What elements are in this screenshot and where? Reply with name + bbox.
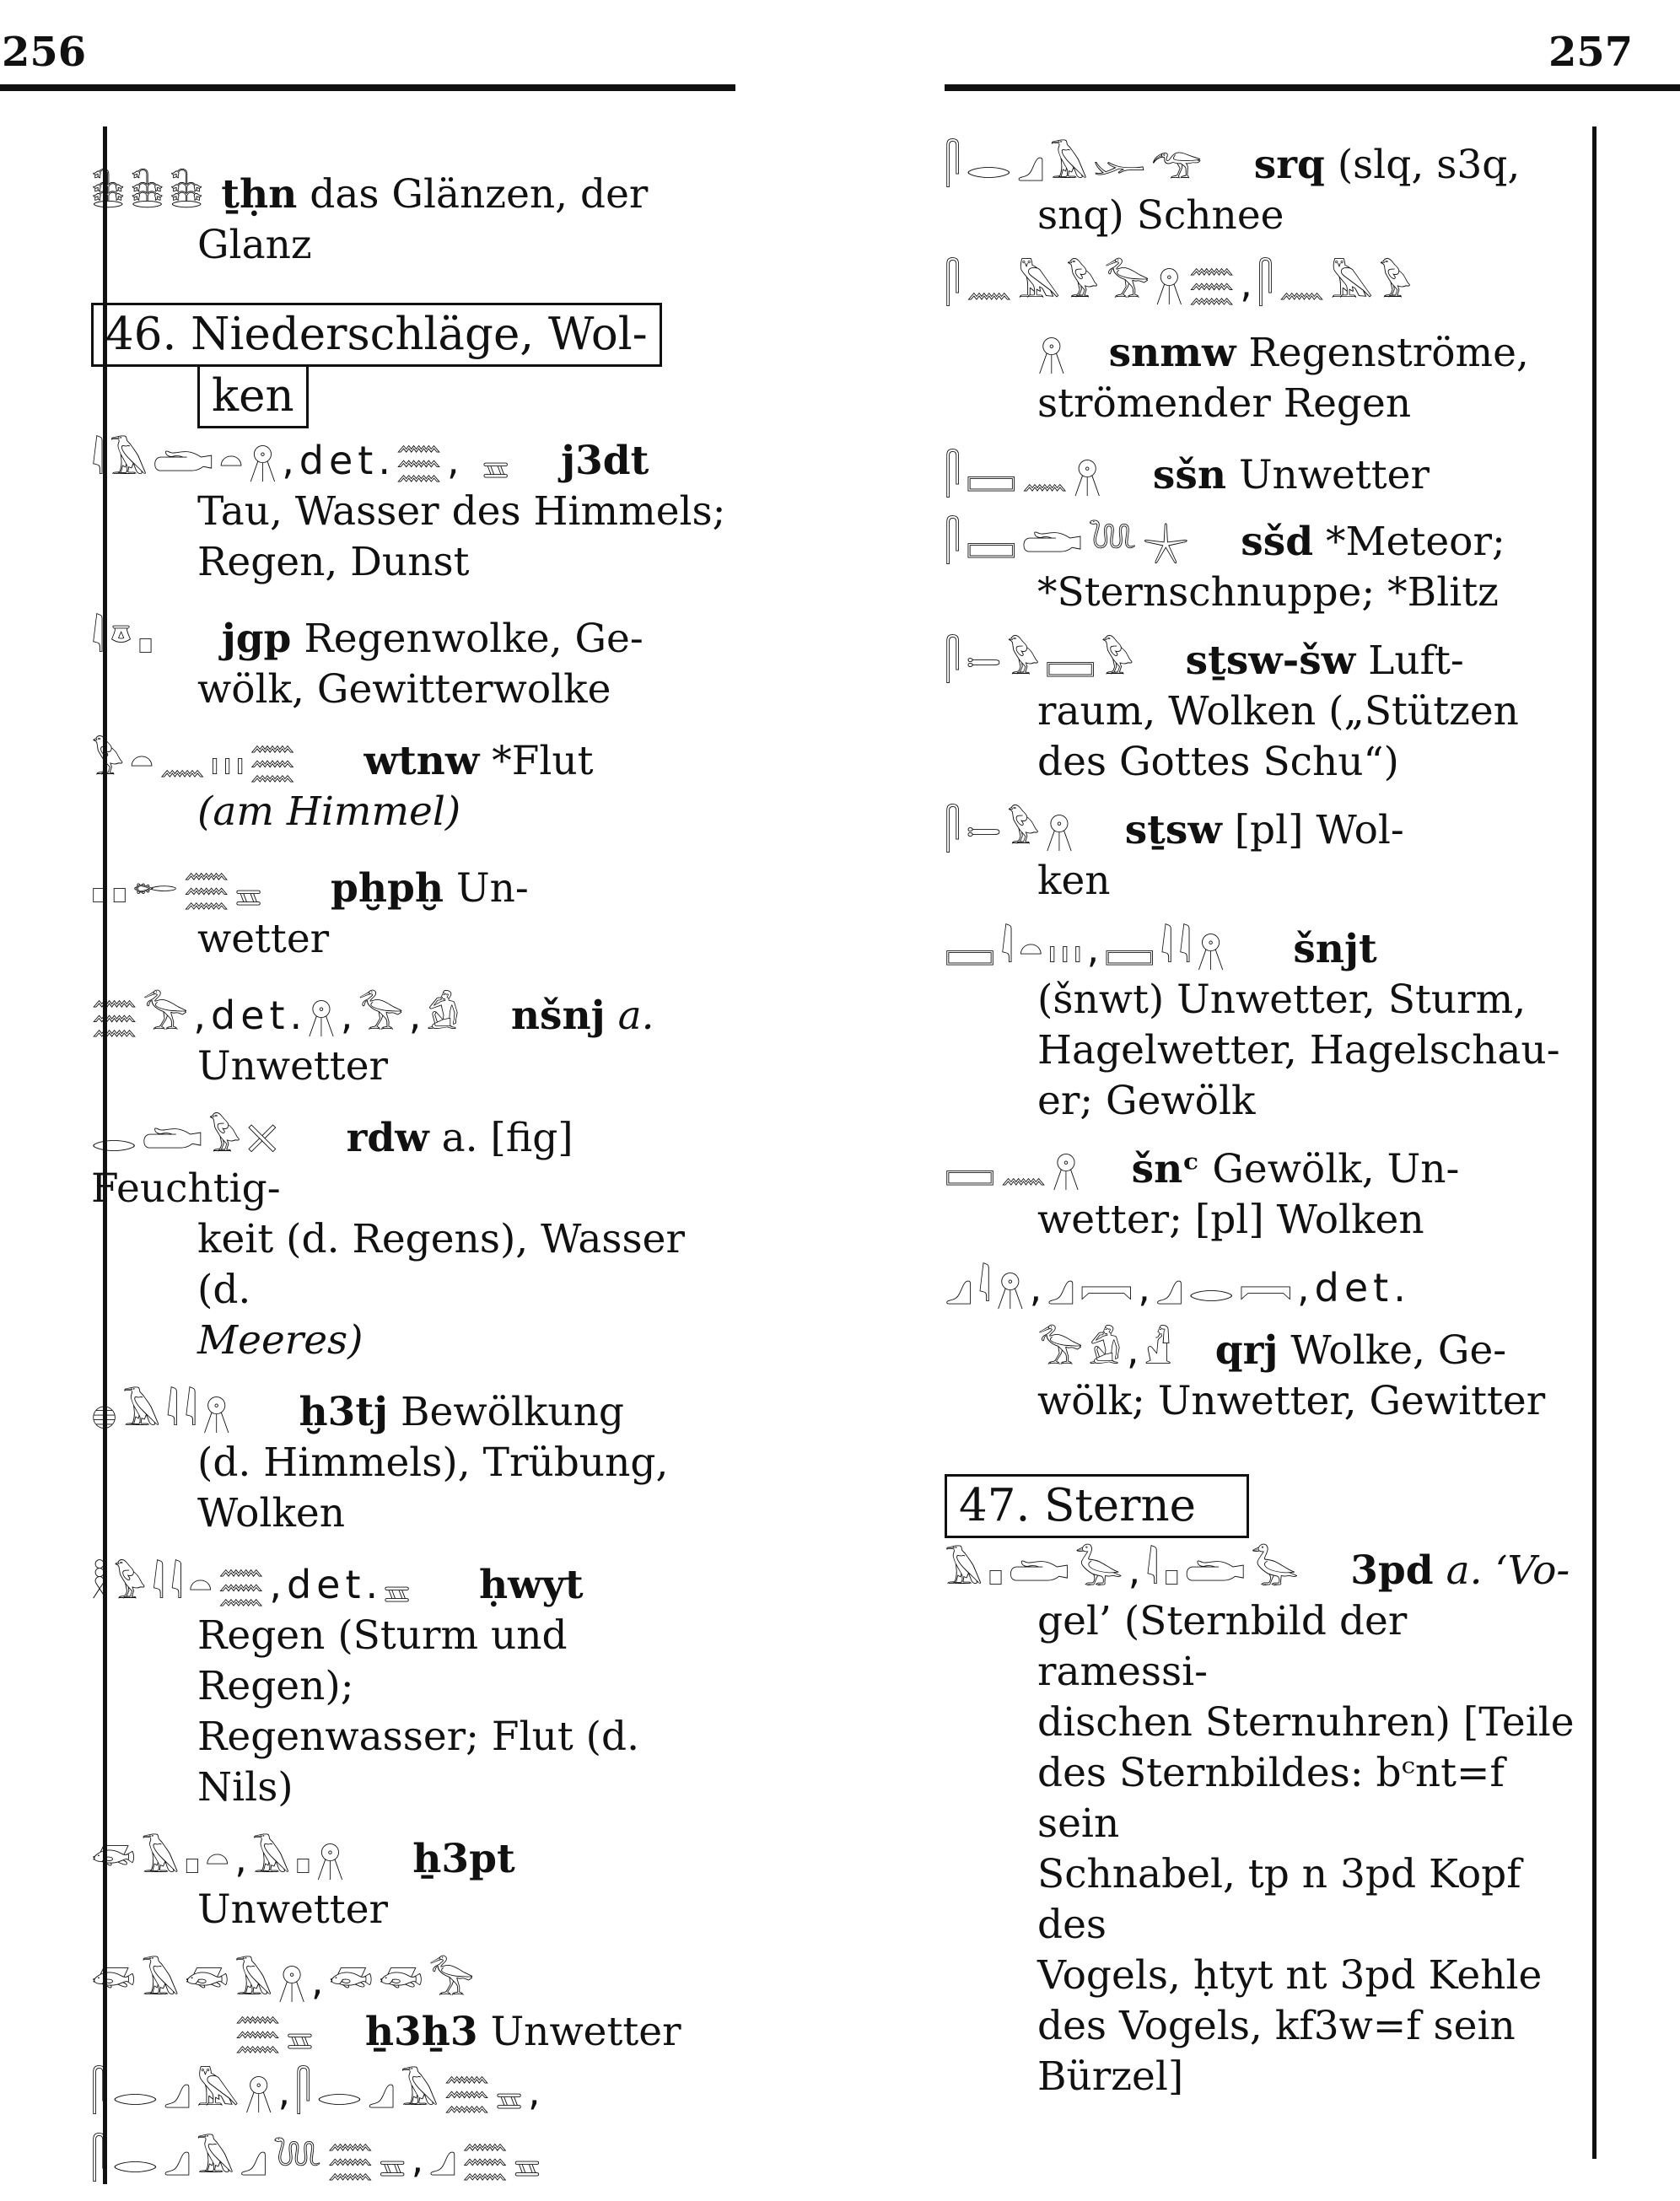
gloss-line: Unwetter bbox=[197, 1043, 388, 1090]
lemma: ẖ3ẖ3 bbox=[364, 2009, 478, 2055]
lemma: 3pd bbox=[1350, 1547, 1434, 1594]
entry-wtnw bbox=[91, 735, 732, 837]
entry-snc bbox=[945, 1144, 1586, 1246]
hieroglyph-group: 𓅡𓀁,𓀭 bbox=[1037, 1327, 1177, 1373]
hieroglyph-group: 𓋴𓍿𓅱𓈙𓅱 bbox=[945, 638, 1139, 683]
gloss-line: ken bbox=[1037, 858, 1111, 904]
hieroglyph-group: 𓋴𓈙𓂧𓆙𓇼 bbox=[945, 519, 1195, 564]
lemma: šnᶜ bbox=[1131, 1146, 1200, 1192]
gloss: Regenwolke, Ge- bbox=[304, 616, 643, 662]
entry-srq bbox=[945, 139, 1586, 241]
gloss-line: strömender Regen bbox=[1037, 380, 1412, 427]
gloss-line: Unwetter bbox=[197, 1886, 388, 1933]
section-title-46-cont: ken bbox=[197, 364, 309, 428]
gloss-line: Bürzel] bbox=[1037, 2053, 1184, 2100]
left-column bbox=[91, 169, 732, 2184]
lemma: ḫ3tj bbox=[299, 1389, 389, 1435]
entry-3pd bbox=[945, 1545, 1586, 2102]
hieroglyph-group: 𓈎𓇋𓇶,𓈎𓇯,𓈎𓂋𓇯,det. bbox=[945, 1265, 1411, 1310]
entry-snjt bbox=[945, 923, 1586, 1127]
hieroglyph-group: 𓋴𓈖𓅓𓅱𓅡𓇶𓈗,𓋴𓈖𓅓𓅱 bbox=[945, 261, 1418, 306]
lemma: rdw bbox=[346, 1115, 429, 1161]
page-number-left: 256 bbox=[2, 29, 87, 76]
lemma: wtnw bbox=[363, 738, 480, 784]
entry-jgp bbox=[91, 613, 732, 715]
lemma: sṯsw-šw bbox=[1185, 638, 1356, 684]
header-rule-left bbox=[0, 84, 735, 91]
hieroglyph-group: 𓇋𓄿𓂧𓏏𓇶,det.𓈗, 𓈇 bbox=[91, 438, 515, 483]
gloss: a. [fig] Feuchtig- bbox=[91, 1115, 573, 1212]
gloss-line: des Vogels, kf3w=f sein bbox=[1037, 2003, 1516, 2049]
hieroglyph-group: 𓋴𓂋𓈎𓄿𓈎𓆙𓈗𓈇,𓈎𓈗𓈇 bbox=[91, 2136, 547, 2182]
gloss: Regenströme, bbox=[1236, 330, 1529, 376]
section-heading-46 bbox=[91, 303, 732, 428]
entry-ssn bbox=[945, 449, 1586, 501]
entry-h3h3 bbox=[91, 1956, 732, 2058]
lemma: qrj bbox=[1214, 1327, 1279, 1374]
gloss: Gewölk, Un- bbox=[1199, 1146, 1460, 1192]
gloss-line: (am Himmel) bbox=[197, 788, 461, 835]
lemma: sṯsw bbox=[1124, 807, 1222, 853]
gloss-line: er; Gewölk bbox=[1037, 1078, 1256, 1124]
gloss-line: snq) Schnee bbox=[1037, 192, 1284, 239]
entry-j3dt bbox=[91, 435, 732, 588]
gloss-line: raum, Wolken („Stützen bbox=[1037, 688, 1519, 735]
hieroglyph-group: 𓈗𓅡,det.𓇶,𓅡,𓀁 bbox=[91, 993, 465, 1038]
lemma: sšn bbox=[1152, 452, 1226, 498]
lemma: ṯḥn bbox=[221, 171, 298, 218]
entry-h3pt bbox=[91, 1833, 732, 1935]
gloss: a. bbox=[617, 993, 654, 1039]
gloss-line: wetter; [pl] Wolken bbox=[1037, 1197, 1424, 1243]
gloss-line: wetter bbox=[197, 916, 330, 962]
section-heading-47 bbox=[945, 1474, 1586, 1538]
gloss-line: des Sternbildes: bᶜnt=f sein bbox=[1037, 1750, 1505, 1847]
lemma: j3dt bbox=[561, 438, 649, 484]
gloss-line: Regen (Sturm und Regen); bbox=[197, 1612, 568, 1709]
gloss: das Glänzen, der bbox=[297, 171, 649, 218]
gloss: [pl] Wol- bbox=[1221, 807, 1404, 853]
entry-qrj bbox=[945, 1262, 1586, 1427]
lemma: jgp bbox=[221, 616, 292, 662]
entry-stsw-sw bbox=[945, 635, 1586, 788]
gloss-line: Hagelwetter, Hagelschau- bbox=[1037, 1027, 1560, 1074]
gloss: Un- bbox=[455, 865, 529, 912]
entry-h3tj bbox=[91, 1386, 732, 1539]
gloss: Luft- bbox=[1355, 638, 1464, 684]
gloss: Bewölkung bbox=[401, 1389, 625, 1435]
gloss: Unwetter bbox=[490, 2009, 681, 2055]
entry-nsnj bbox=[91, 990, 732, 1092]
lemma: pḫpḫ bbox=[330, 865, 444, 912]
gloss: *Flut bbox=[492, 738, 594, 784]
page-number-right: 257 bbox=[1548, 29, 1634, 76]
section-title-46: 46. Niederschläge, Wol- bbox=[91, 303, 662, 367]
section-title-47: 47. Sterne bbox=[945, 1474, 1249, 1538]
gloss: *Meteor; bbox=[1313, 519, 1505, 565]
gloss-line: Tau, Wasser des Himmels; bbox=[197, 488, 726, 535]
right-column bbox=[945, 139, 1586, 2102]
gloss: Unwetter bbox=[1226, 452, 1430, 498]
gloss-line: keit (d. Regens), Wasser (d. bbox=[197, 1216, 685, 1313]
hieroglyph-group: 𓋴𓂋𓈎𓄿𓆱𓅠 bbox=[945, 142, 1208, 187]
gloss-line: gel’ (Sternbild der ramessi- bbox=[1037, 1598, 1408, 1695]
hieroglyph-group: 𓅱𓏏𓈖𓏥𓈗 bbox=[91, 738, 301, 783]
gloss-line: Regen, Dunst bbox=[197, 539, 470, 585]
entry-thn bbox=[91, 169, 732, 271]
gloss: (slq, s3q, bbox=[1324, 142, 1521, 188]
lemma: nšnj bbox=[510, 993, 606, 1039]
hieroglyph-group: 𓈗𓈇 bbox=[234, 2009, 319, 2054]
lemma: ẖ3pt bbox=[412, 1836, 515, 1882]
hieroglyph-group: 𓄿𓊪𓂧𓅭,𓇋𓊪𓂧𓅭 bbox=[945, 1547, 1305, 1593]
hieroglyph-group: 𓇶 bbox=[1037, 330, 1071, 375]
hieroglyph-group: 𓇋𓎼𓊪 bbox=[91, 616, 159, 661]
gloss-line: *Sternschnuppe; *Blitz bbox=[1037, 569, 1499, 616]
hieroglyph-group: 𓎛𓅱𓇋𓇋𓏏𓈗,det.𓈇 bbox=[91, 1562, 416, 1607]
gloss: a. ‘Vo- bbox=[1433, 1547, 1570, 1594]
gloss-line: Regenwasser; Flut (d. Nils) bbox=[197, 1714, 640, 1811]
gloss-line: (d. Himmels), Trübung, bbox=[197, 1440, 669, 1486]
hieroglyph-group: 𓊪𓊪𓄡𓈗𓈇 bbox=[91, 865, 267, 911]
hieroglyph-group: 𓐍𓄿𓇋𓇋𓇶 bbox=[91, 1389, 236, 1434]
entry-snmw bbox=[945, 258, 1586, 429]
lemma: sšd bbox=[1241, 519, 1314, 565]
hieroglyph-group: 𓇖𓇖𓇖 bbox=[91, 171, 209, 217]
entry-variants bbox=[91, 2066, 732, 2184]
gloss-line: dischen Sternuhren) [Teile bbox=[1037, 1699, 1575, 1746]
entry-stsw bbox=[945, 805, 1586, 907]
gloss-line: Meeres) bbox=[197, 1317, 363, 1364]
lemma: ḥwyt bbox=[478, 1562, 584, 1608]
gloss-continued: Glanz bbox=[197, 222, 312, 268]
hieroglyph-group: 𓆛𓄿𓊪𓏏,𓄿𓊪𓇶 bbox=[91, 1836, 350, 1881]
lemma: srq bbox=[1253, 142, 1325, 188]
gloss-line: Wolken bbox=[197, 1490, 346, 1536]
hieroglyph-group: 𓈙𓈖𓇶 bbox=[945, 1146, 1085, 1192]
entry-phph bbox=[91, 863, 732, 965]
lemma: snmw bbox=[1108, 330, 1236, 376]
column-rule-right bbox=[1592, 126, 1597, 2159]
hieroglyph-group: 𓆛𓄿𓆛𓄿𓇶,𓆛𓆛𓅡 bbox=[91, 1958, 480, 2004]
hieroglyph-group: 𓂋𓂧𓅱𓏴 bbox=[91, 1115, 283, 1160]
hieroglyph-group: 𓋴𓍿𓅱𓇶 bbox=[945, 807, 1079, 853]
gloss-line: Vogels, ḥtyt nt 3pd Kehle bbox=[1037, 1952, 1543, 1999]
gloss-line: wölk, Gewitterwolke bbox=[197, 666, 611, 713]
entry-hwyt bbox=[91, 1559, 732, 1813]
lemma: šnjt bbox=[1293, 926, 1377, 972]
gloss-line: wölk; Unwetter, Gewitter bbox=[1037, 1378, 1546, 1424]
hieroglyph-group: 𓋴𓂋𓈎𓅓𓇶,𓋴𓂋𓈎𓄿𓈗𓈇, bbox=[91, 2069, 546, 2114]
hieroglyph-group: 𓈙𓇋𓏏𓏥,𓈙𓇋𓇋𓇶 bbox=[945, 926, 1230, 971]
entry-ssd bbox=[945, 516, 1586, 618]
gloss: Wolke, Ge- bbox=[1278, 1327, 1507, 1374]
gloss-line: (šnwt) Unwetter, Sturm, bbox=[1037, 977, 1527, 1023]
hieroglyph-group: 𓋴𓈙𓈖𓇶 bbox=[945, 452, 1107, 498]
entry-rdw bbox=[91, 1112, 732, 1366]
gloss-line: des Gottes Schu“) bbox=[1037, 739, 1399, 785]
header-rule-right bbox=[945, 84, 1680, 91]
gloss-line: Schnabel, tp n 3pd Kopf des bbox=[1037, 1851, 1521, 1948]
